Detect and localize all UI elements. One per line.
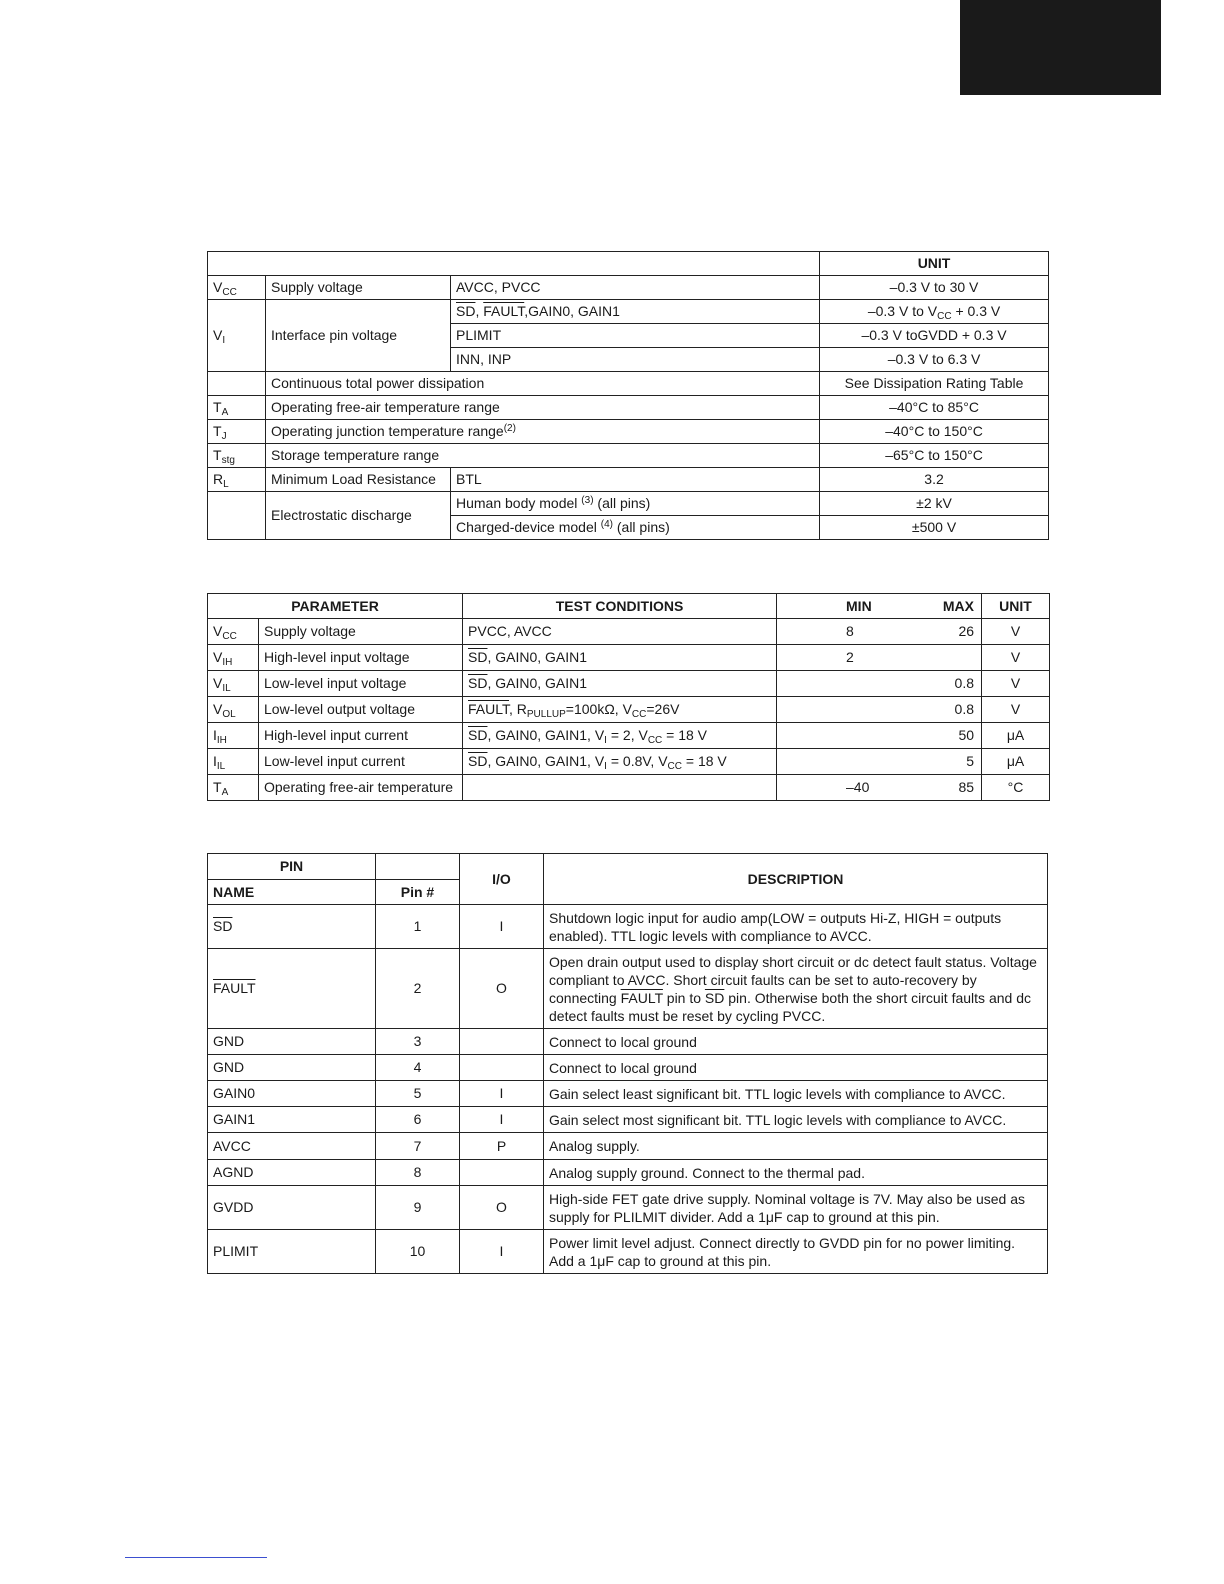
pin-name-cell: GAIN0 <box>208 1081 376 1107</box>
unit-cell: V <box>982 697 1050 723</box>
table-row <box>208 444 1049 468</box>
parameter-cell: Supply voltage <box>259 619 463 645</box>
parameter-cell: Operating free-air temperature range <box>266 396 820 420</box>
table-row <box>208 420 1049 444</box>
min-max-cell: 0.8 <box>777 697 982 723</box>
symbol-cell: $T_{stg}$ <box>208 444 266 468</box>
symbol-cell: $R_L$ <box>208 468 266 492</box>
pin-io-cell <box>460 1055 544 1081</box>
pin-number-cell: 8 <box>376 1160 460 1186</box>
unit-cell: V <box>982 645 1050 671</box>
table-row <box>208 775 1050 801</box>
name-header: NAME <box>208 880 376 905</box>
symbol-cell: $V_{IL}$ <box>208 671 259 697</box>
parameter-cell: Low-level input current <box>259 749 463 775</box>
condition-cell: INN, INP <box>451 348 820 372</box>
value-cell: –0.3 V to 30 V <box>820 276 1049 300</box>
pin-description-cell: High-side FET gate drive supply. Nominal voltage is 7V. May also be used as supply for PLILMIT divider. Add a 1μF cap to ground at this pin. <box>544 1186 1048 1230</box>
table-row <box>208 396 1049 420</box>
pin-name-cell: FAULT <box>208 949 376 1029</box>
table-row <box>208 1230 1048 1274</box>
pin-description-cell: Analog supply. <box>544 1133 1048 1160</box>
pin-number-cell: 9 <box>376 1186 460 1230</box>
pin-number-cell: 4 <box>376 1055 460 1081</box>
pin-name-cell: GND <box>208 1055 376 1081</box>
table-row <box>208 1186 1048 1230</box>
parameter-cell: Continuous total power dissipation <box>266 372 820 396</box>
parameter-cell: Interface pin voltage <box>266 300 451 372</box>
condition-cell: $\overline{SD}$, GAIN0, GAIN1, $V_I = 2$, $V_{CC} = 18$ V <box>463 723 777 749</box>
unit-cell: μA <box>982 749 1050 775</box>
pin-io-cell: O <box>460 1186 544 1230</box>
min-max-cell: 0.8 <box>777 671 982 697</box>
table-header-row <box>208 252 1049 276</box>
table-row <box>208 749 1050 775</box>
condition-cell: Charged-device model $^{(4)}$ (all pins) <box>451 516 820 540</box>
parameter-cell: Minimum Load Resistance <box>266 468 451 492</box>
table-row <box>208 697 1050 723</box>
min-max-cell: –40 85 <box>777 775 982 801</box>
value-cell: –65°C to 150°C <box>820 444 1049 468</box>
table-row <box>208 671 1050 697</box>
condition-cell: $\overline{SD}$, GAIN0, GAIN1 <box>463 645 777 671</box>
pin-name-cell: $\overline{SD}$ <box>208 905 376 949</box>
pin-io-cell: P <box>460 1133 544 1160</box>
symbol-cell: $V_{CC}$ <box>208 276 266 300</box>
table-row <box>208 372 1049 396</box>
symbol-cell: $T_J$ <box>208 420 266 444</box>
symbol-cell: $V_I$ <box>208 300 266 372</box>
pin-number-cell: 5 <box>376 1081 460 1107</box>
min-max-header: MIN MAX <box>777 594 982 619</box>
pin-io-cell <box>460 1029 544 1055</box>
io-header: I/O <box>460 854 544 905</box>
pin-io-cell: O <box>460 949 544 1029</box>
table-header-row <box>208 854 1048 880</box>
condition-cell: $\overline{SD}$, FAULT,GAIN0, GAIN1 <box>451 300 820 324</box>
min-max-cell: 5 <box>777 749 982 775</box>
table-row <box>208 1081 1048 1107</box>
table-row <box>208 492 1049 516</box>
value-cell: ±500 V <box>820 516 1049 540</box>
test-conditions-header: TEST CONDITIONS <box>463 594 777 619</box>
table-row <box>208 723 1050 749</box>
value-cell: –0.3 V to $V_{CC} + 0.3$ V <box>820 300 1049 324</box>
pin-number-cell: 10 <box>376 1230 460 1274</box>
pin-name-cell: AVCC <box>208 1133 376 1160</box>
pin-io-cell: I <box>460 1107 544 1133</box>
symbol-cell: $I_{IH}$ <box>208 723 259 749</box>
pin-number-cell: 3 <box>376 1029 460 1055</box>
pin-name-cell: GND <box>208 1029 376 1055</box>
footnote-ref: (3) <box>581 495 594 506</box>
parameter-cell: High-level input voltage <box>259 645 463 671</box>
parameter-cell: Storage temperature range <box>266 444 820 468</box>
symbol-cell: $T_A$ <box>208 775 259 801</box>
pin-number-header: Pin # <box>376 880 460 905</box>
table-row <box>208 619 1050 645</box>
symbol-cell: $V_{CC}$ <box>208 619 259 645</box>
parameter-cell: Low-level output voltage <box>259 697 463 723</box>
unit-header: UNIT <box>982 594 1050 619</box>
recommended-operating-table <box>207 593 1050 801</box>
condition-cell: FAULT, $R_{PULLUP}=100k\Omega$, $V_{CC}=26V$ <box>463 697 777 723</box>
condition-cell: $\overline{SD}$, GAIN0, GAIN1 <box>463 671 777 697</box>
condition-cell: BTL <box>451 468 820 492</box>
unit-cell: °C <box>982 775 1050 801</box>
value-cell: ±2 kV <box>820 492 1049 516</box>
parameter-cell: High-level input current <box>259 723 463 749</box>
parameter-header: PARAMETER <box>208 594 463 619</box>
pin-description-cell: Open drain output used to display short circuit or dc detect fault status. Voltage compliant to AVCC. Short circuit faults can be set to auto-recovery by connecting FAULT pin to $\overline{SD}$ pin. Otherwise both the short circuit faults and dc detect faults must be reset by cycling PVCC. <box>544 949 1048 1029</box>
unit-cell: μA <box>982 723 1050 749</box>
corner-tab-block <box>960 0 1161 95</box>
pin-number-cell: 1 <box>376 905 460 949</box>
parameter-cell: Low-level input voltage <box>259 671 463 697</box>
table-header-row <box>208 594 1050 619</box>
table-row <box>208 1107 1048 1133</box>
value-cell: See Dissipation Rating Table <box>820 372 1049 396</box>
min-max-cell: 8 26 <box>777 619 982 645</box>
pin-description-cell: Connect to local ground <box>544 1029 1048 1055</box>
footnote-ref: (4) <box>600 519 613 530</box>
table-row <box>208 276 1049 300</box>
pin-io-cell: I <box>460 1081 544 1107</box>
min-max-cell: 50 <box>777 723 982 749</box>
pin-description-cell: Gain select most significant bit. TTL logic levels with compliance to AVCC. <box>544 1107 1048 1133</box>
table-row <box>208 645 1050 671</box>
pin-io-cell: I <box>460 1230 544 1274</box>
parameter-cell: Operating junction temperature range$^{(2)}$ <box>266 420 820 444</box>
pin-description-cell: Power limit level adjust. Connect directly to GVDD pin for no power limiting. Add a 1μF cap to ground at this pin. <box>544 1230 1048 1274</box>
pin-io-cell: I <box>460 905 544 949</box>
table-row <box>208 468 1049 492</box>
footnote-ref: (2) <box>503 423 516 434</box>
pin-name-cell: AGND <box>208 1160 376 1186</box>
unit-header: UNIT <box>820 252 1049 276</box>
value-cell: –0.3 V toGVDD + 0.3 V <box>820 324 1049 348</box>
unit-cell: V <box>982 671 1050 697</box>
symbol-cell: $T_A$ <box>208 396 266 420</box>
pin-description-cell: Analog supply ground. Connect to the thermal pad. <box>544 1160 1048 1186</box>
min-max-cell: 2 <box>777 645 982 671</box>
pin-number-cell: 7 <box>376 1133 460 1160</box>
pin-description-cell: Gain select least significant bit. TTL logic levels with compliance to AVCC. <box>544 1081 1048 1107</box>
condition-cell <box>463 775 777 801</box>
pin-name-cell: PLIMIT <box>208 1230 376 1274</box>
table-row <box>208 300 1049 324</box>
pin-description-cell: Connect to local ground <box>544 1055 1048 1081</box>
pin-number-cell: 2 <box>376 949 460 1029</box>
parameter-cell: Operating free-air temperature <box>259 775 463 801</box>
condition-cell: PLIMIT <box>451 324 820 348</box>
pin-description-cell: Shutdown logic input for audio amp(LOW = outputs Hi-Z, HIGH = outputs enabled). TTL logic levels with compliance to AVCC. <box>544 905 1048 949</box>
condition-cell: Human body model $^{(3)}$ (all pins) <box>451 492 820 516</box>
table-row <box>208 1055 1048 1081</box>
table-row <box>208 949 1048 1029</box>
value-cell: –40°C to 85°C <box>820 396 1049 420</box>
table-row <box>208 1029 1048 1055</box>
value-cell: 3.2 <box>820 468 1049 492</box>
symbol-cell: $V_{IH}$ <box>208 645 259 671</box>
symbol-cell: $I_{IL}$ <box>208 749 259 775</box>
table-row <box>208 1133 1048 1160</box>
symbol-cell: $V_{OL}$ <box>208 697 259 723</box>
table-row <box>208 905 1048 949</box>
absolute-max-ratings-table <box>207 251 1049 540</box>
description-header: DESCRIPTION <box>544 854 1048 905</box>
value-cell: –40°C to 150°C <box>820 420 1049 444</box>
pin-name-cell: GAIN1 <box>208 1107 376 1133</box>
parameter-cell: Supply voltage <box>266 276 451 300</box>
parameter-cell: Electrostatic discharge <box>266 492 451 540</box>
value-cell: –0.3 V to 6.3 V <box>820 348 1049 372</box>
unit-cell: V <box>982 619 1050 645</box>
footer-link-underline[interactable] <box>125 1557 267 1558</box>
pin-header: PIN <box>208 854 376 880</box>
pin-number-cell: 6 <box>376 1107 460 1133</box>
condition-cell: PVCC, AVCC <box>463 619 777 645</box>
condition-cell: $\overline{SD}$, GAIN0, GAIN1, $V_I = 0.8V$, $V_{CC} = 18$ V <box>463 749 777 775</box>
pin-io-cell <box>460 1160 544 1186</box>
table-row <box>208 1160 1048 1186</box>
condition-cell: AVCC, PVCC <box>451 276 820 300</box>
pin-name-cell: GVDD <box>208 1186 376 1230</box>
pin-functions-table <box>207 853 1048 1274</box>
